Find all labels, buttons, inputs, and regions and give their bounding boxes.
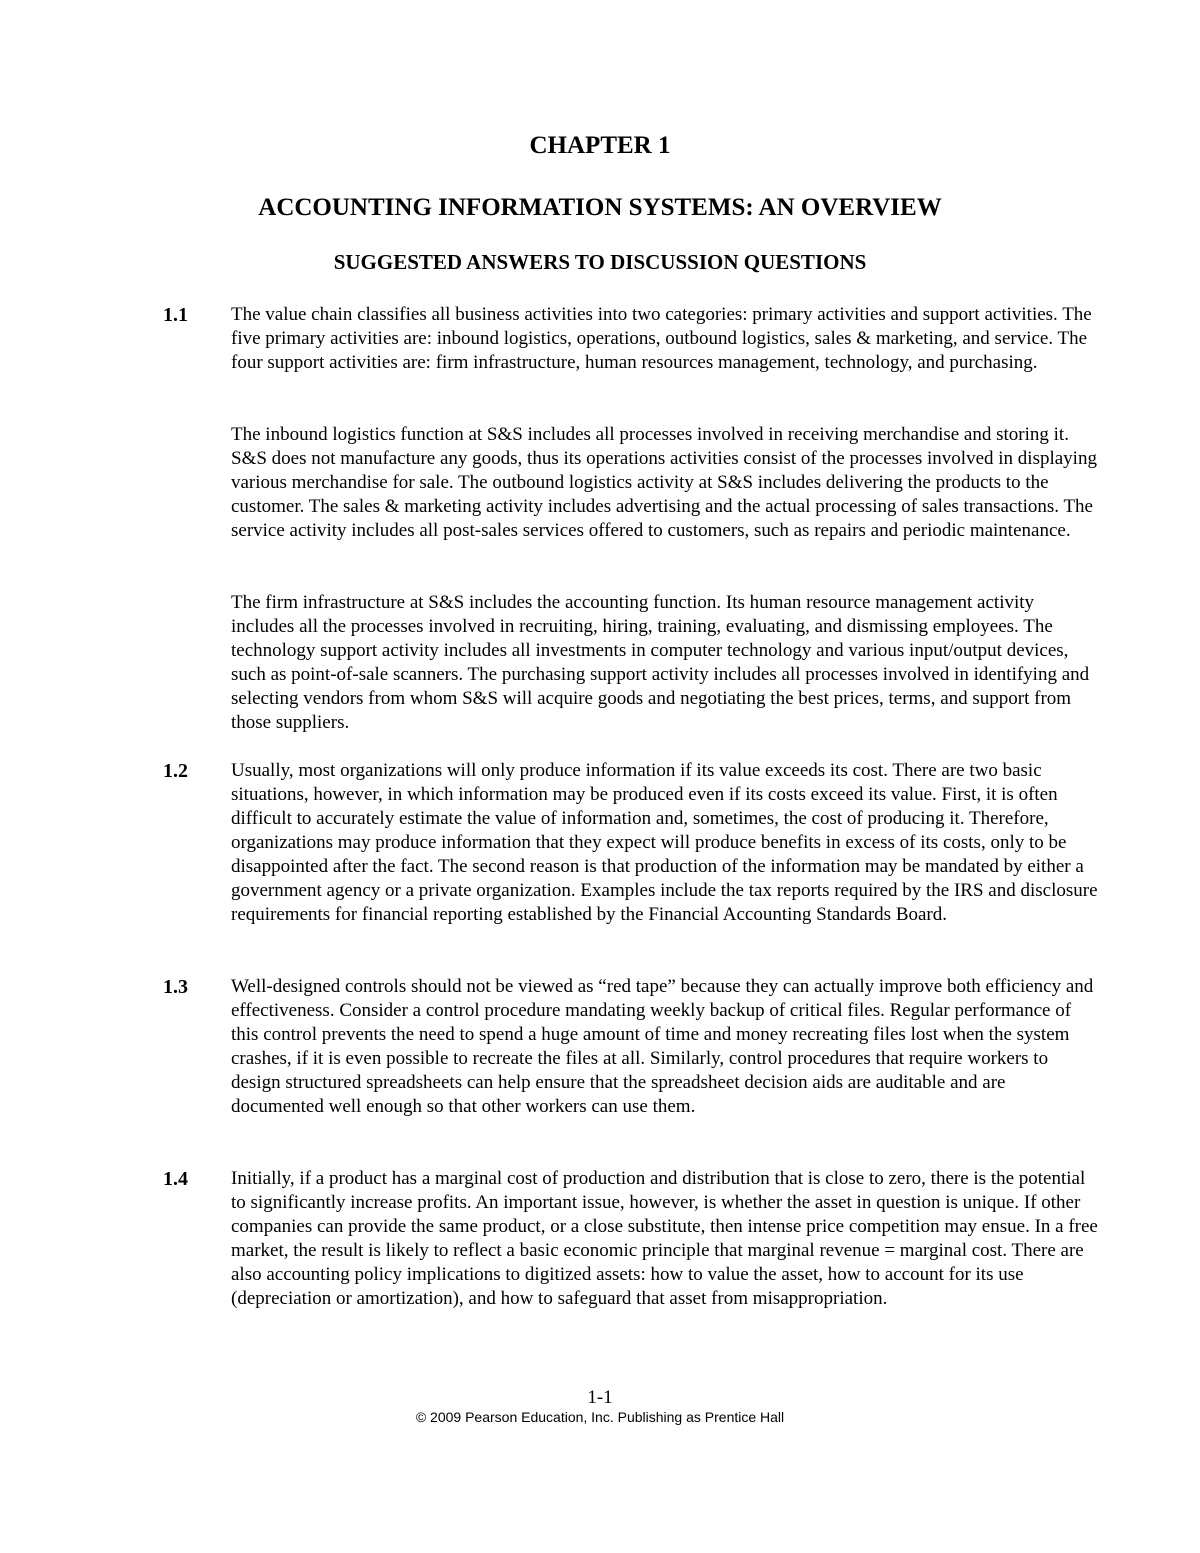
answer-paragraph: Well-designed controls should not be viewed as “red tape” because they can actually improve both efficiency and effectiveness. Consider a control procedure mandating weekly backup of critical files. Regular performance of this control prevents the need to spend a huge amount of time and money recreating files lost when the system crashes, if it is even possible to recreate the files at all. Similarly, control procedures that require workers to design structured spreadsheets can help ensure that the spreadsheet decision aids are auditable and are documented well enough so that other workers can use them. [231, 976, 1094, 1117]
question-number: 1.4 [163, 1168, 188, 1190]
chapter-title: ACCOUNTING INFORMATION SYSTEMS: AN OVERVIEW [258, 194, 942, 221]
answer-paragraph: Usually, most organizations will only produce information if its value exceeds its cost. There are two basic situations, however, in which information may be produced even if its costs exceed its value. First, it is often difficult to accurately estimate the value of information and, sometimes, the cost of producing it. Therefore, organizations may produce information that they expect will produce benefits in excess of its costs, only to be disappointed after the fact. The second reason is that production of the information may be mandated by either a government agency or a private organization. Examples include the tax reports required by the IRS and disclosure requirements for financial reporting established by the Financial Accounting Standards Board. [231, 760, 1098, 925]
section-subtitle: SUGGESTED ANSWERS TO DISCUSSION QUESTIONS [333, 250, 867, 274]
answer-paragraph: The value chain classifies all business activities into two categories: primary activities and support activities. The five primary activities are: inbound logistics, operations, outbound logistics, sales & marketing, and service. The four support activities are: firm infrastructure, human resources management, technology, and purchasing. [231, 304, 1092, 373]
page-number: 1-1 [587, 1387, 613, 1408]
answer-paragraph: Initially, if a product has a marginal cost of production and distribution that is close to zero, there is the potential to significantly increase profits. An important issue, however, is whether the asset in question is unique. If other companies can provide the same product, or a close substitute, then intense price competition may ensue. In a free market, the result is likely to reflect a basic economic principle that marginal revenue = marginal cost. There are also accounting policy implications to digitized assets: how to value the asset, how to account for its use (depreciation or amortization), and how to safeguard that asset from misappropriation. [231, 1168, 1098, 1309]
chapter-heading: CHAPTER 1 [529, 132, 671, 159]
question-number: 1.1 [163, 304, 188, 326]
answer-paragraph: The firm infrastructure at S&S includes the accounting function. Its human resource management activity includes all the processes involved in recruiting, hiring, training, evaluating, and dismissing employees. The technology support activity includes all investments in computer technology and various input/output devices, such as point-of-sale scanners. The purchasing support activity includes all processes involved in identifying and selecting vendors from whom S&S will acquire goods and negotiating the best prices, terms, and support from those suppliers. [231, 592, 1090, 733]
question-number: 1.2 [163, 760, 188, 782]
question-number: 1.3 [163, 976, 188, 998]
copyright-notice: © 2009 Pearson Education, Inc. Publishing as Prentice Hall [415, 1409, 785, 1425]
answer-paragraph: The inbound logistics function at S&S includes all processes involved in receiving merchandise and storing it. S&S does not manufacture any goods, thus its operations activities consist of the processes involved in displaying various merchandise for sale. The outbound logistics activity at S&S includes delivering the products to the customer. The sales & marketing activity includes advertising and the actual processing of sales transactions. The service activity includes all post-sales services offered to customers, such as repairs and periodic maintenance. [231, 424, 1097, 541]
